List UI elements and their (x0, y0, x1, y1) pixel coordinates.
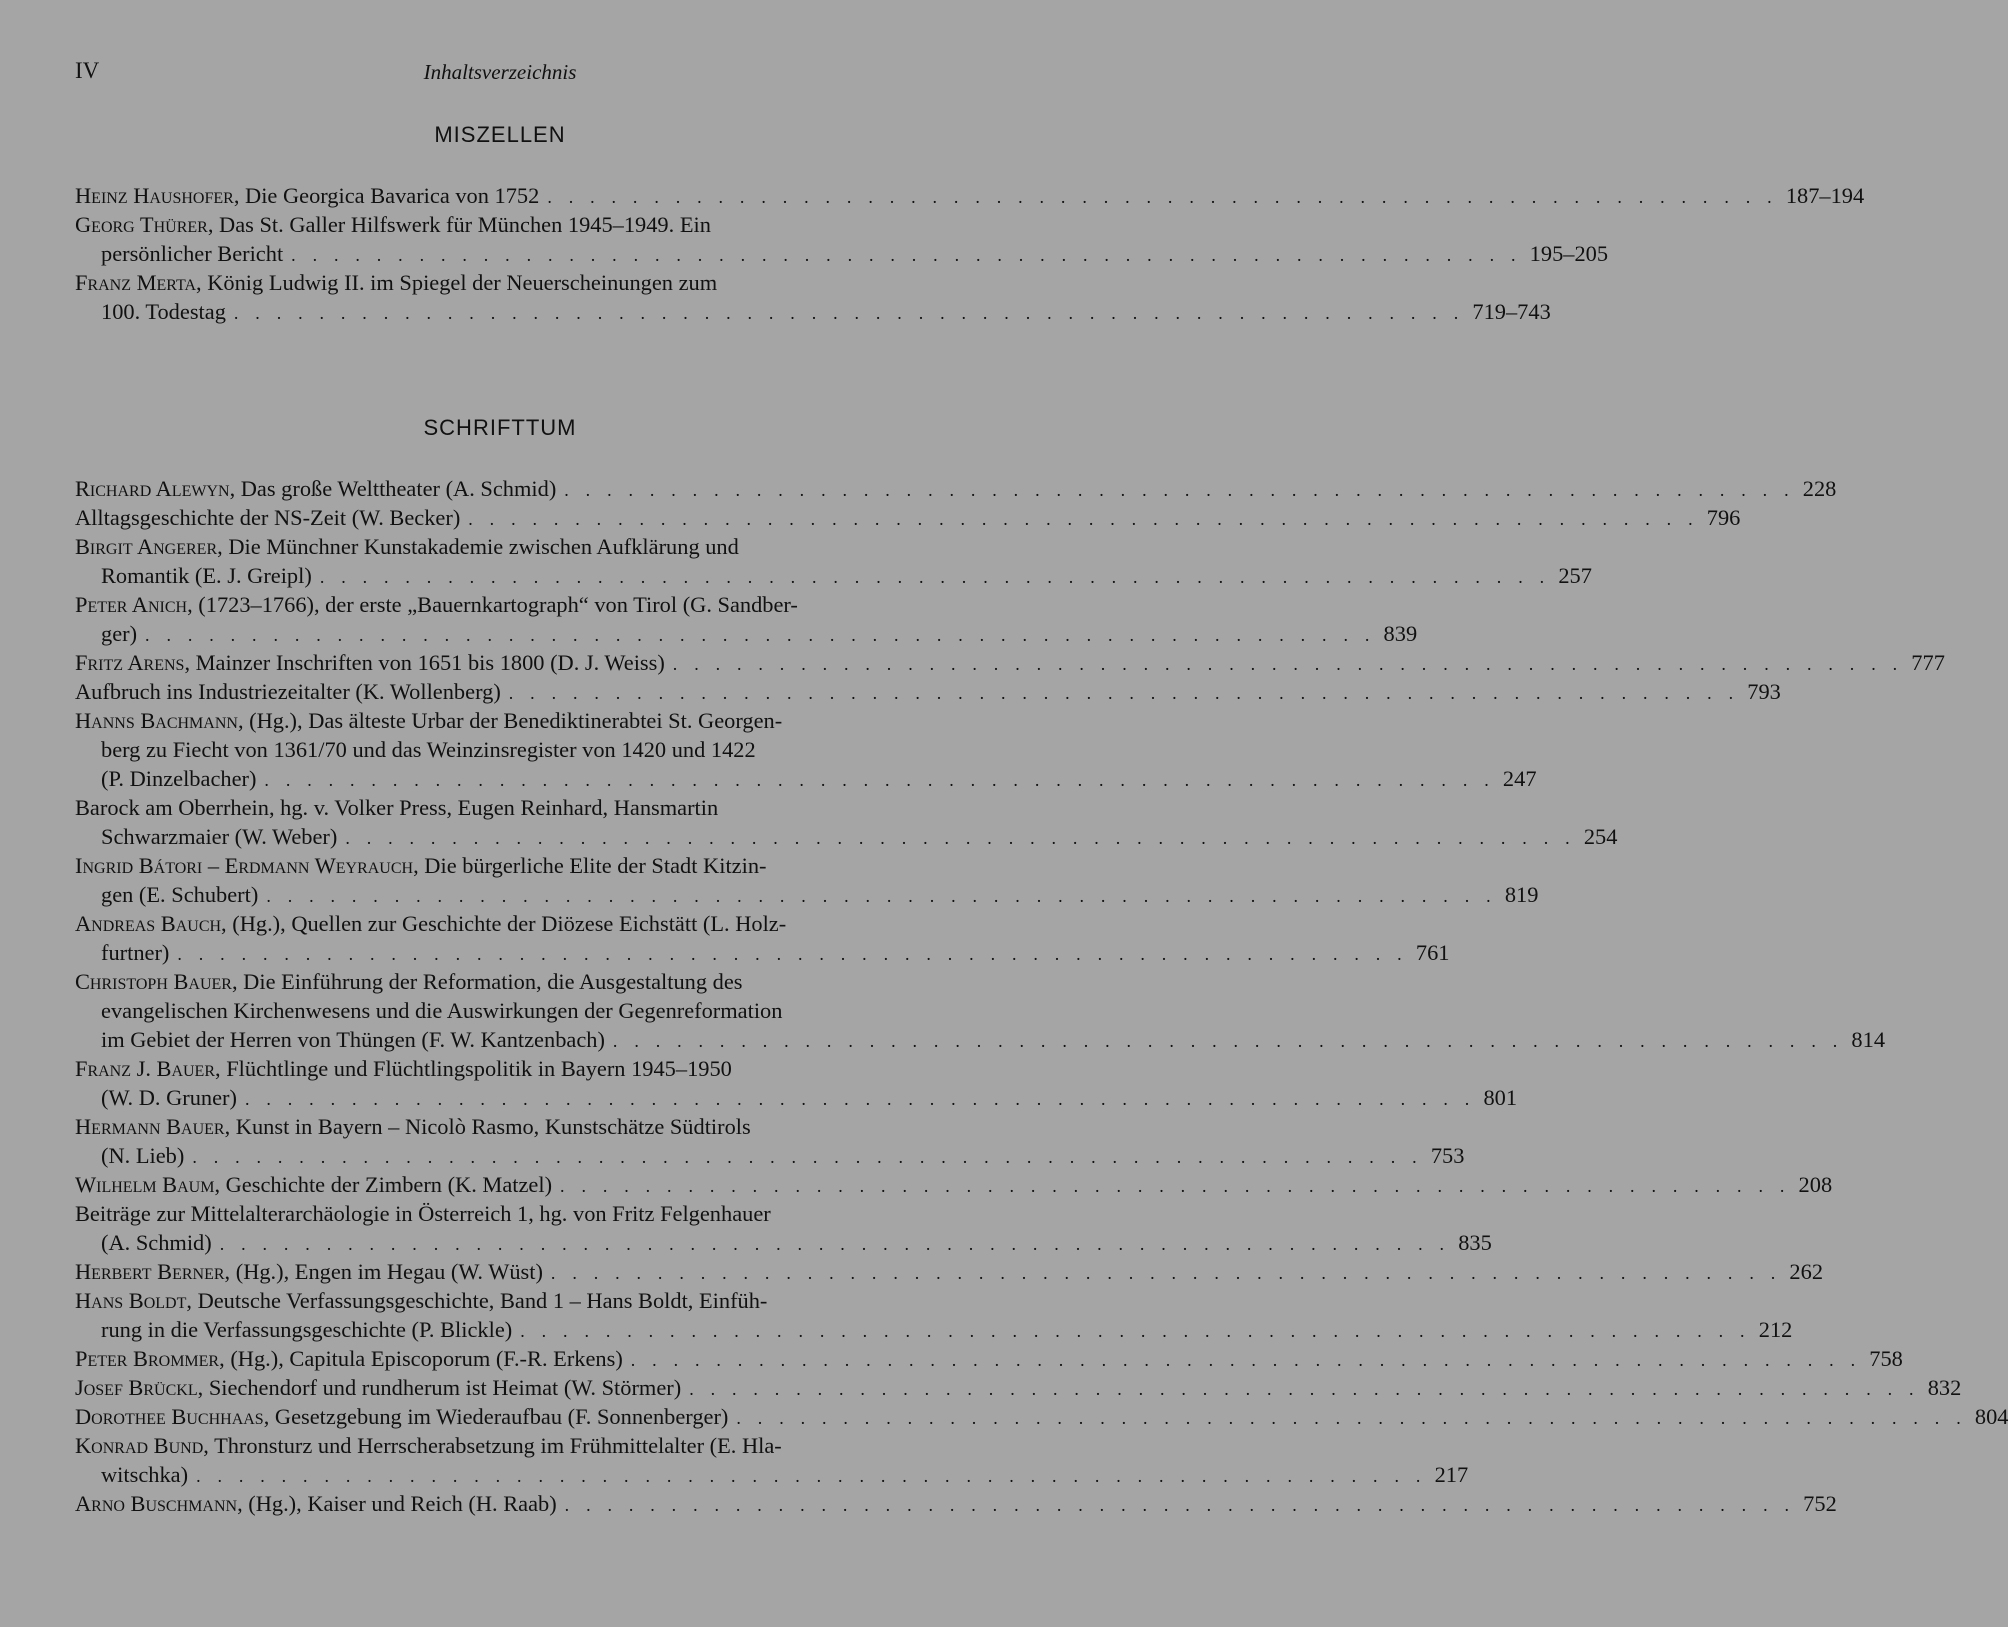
entry-author: Arno Buschmann (75, 1491, 238, 1516)
entry-line (75, 880, 1539, 909)
entry-text-line: Birgit Angerer, Die Münchner Kunstakademie zwischen Aufklärung und (75, 534, 739, 559)
entry-line (75, 1460, 1469, 1489)
entry-title-text: Flüchtlinge und Flüchtlingspolitik in Bayern 1945–1950 (226, 1056, 732, 1081)
entry-page-range: 839 (1383, 621, 1418, 646)
entry-title-text: (1723–1766), der erste „Bauernkartograph“ von Tirol (G. Sandber- (198, 592, 798, 617)
toc-entry (75, 1170, 1833, 1199)
entry-line (75, 239, 1609, 268)
entry-page-range: 819 (1504, 882, 1539, 907)
dot-leader: . . . . . . . . . . . . . . . . . . . . . . . . . . . . . . . . . . . . . . . . . . . . . . . . . . . . . . . . . . (564, 480, 1795, 500)
dot-leader: . . . . . . . . . . . . . . . . . . . . . . . . . . . . . . . . . . . . . . . . . . . . . . . . . . . . . . . . . . (264, 770, 1495, 790)
dot-leader: . . . . . . . . . . . . . . . . . . . . . . . . . . . . . . . . . . . . . . . . . . . . . . . . . . . . . . . . . . (612, 1031, 1844, 1051)
entry-line (75, 532, 941, 561)
entry-title-text: Die bürgerliche Elite der Stadt Kitzin- (424, 853, 767, 878)
entry-text-line: Andreas Bauch, (Hg.), Quellen zur Geschichte der Diözese Eichstätt (L. Holz- (75, 911, 787, 936)
dot-leader: . . . . . . . . . . . . . . . . . . . . . . . . . . . . . . . . . . . . . . . . . . . . . . . . . . . . . . . . . . (560, 1176, 1791, 1196)
entry-page-range: 212 (1758, 1317, 1793, 1342)
entry-author: Josef Brückl (75, 1375, 198, 1400)
entry-text-line: Hans Boldt, Deutsche Verfassungsgeschichte, Band 1 – Hans Boldt, Einfüh- (75, 1288, 768, 1313)
toc-entry (75, 706, 1537, 793)
dot-leader: . . . . . . . . . . . . . . . . . . . . . . . . . . . . . . . . . . . . . . . . . . . . . . . . . . . . . . . . . . (345, 828, 1576, 848)
entry-title-text: Gesetzgebung im Wiederaufbau (F. Sonnenberger) (274, 1404, 729, 1429)
entry-line (75, 706, 941, 735)
entry-page-range: 758 (1869, 1346, 1903, 1371)
entry-title-text: persönlicher Bericht (101, 241, 284, 266)
entry-title-text: Beiträge zur Mittelalterarchäologie in Österreich 1, hg. von Fritz Felgenhauer (75, 1201, 771, 1226)
entry-line (75, 1199, 941, 1228)
entry-line (75, 210, 941, 239)
entry-text-line: Heinz Haushofer, Die Georgica Bavarica von 1752 (75, 183, 540, 208)
entry-title-text: (A. Schmid) (101, 1230, 212, 1255)
entry-page-range: 262 (1789, 1259, 1824, 1284)
entry-line (75, 822, 1618, 851)
entry-text-line: Josef Brückl, Siechendorf und rundherum ist Heimat (W. Störmer) (75, 1375, 682, 1400)
entry-author: Peter Anich (75, 592, 188, 617)
entry-author: Wilhelm Baum (75, 1172, 215, 1197)
entry-title-text: (Hg.), Quellen zur Geschichte der Diözese Eichstätt (L. Holz- (232, 911, 787, 936)
toc-entry (75, 1344, 1903, 1373)
entry-page-range: 753 (1430, 1143, 1465, 1168)
entry-text-line (101, 822, 337, 851)
entry-line (75, 1489, 1837, 1518)
entry-title-text: Aufbruch ins Industriezeitalter (K. Wollenberg) (75, 679, 501, 704)
entry-line (75, 1286, 941, 1315)
entry-line (75, 938, 1450, 967)
entry-text-line: Fritz Arens, Mainzer Inschriften von 1651 bis 1800 (D. J. Weiss) (75, 650, 665, 675)
dot-leader: . . . . . . . . . . . . . . . . . . . . . . . . . . . . . . . . . . . . . . . . . . . . . . . . . . . . . . . . . . (244, 1089, 1476, 1109)
entry-line (75, 474, 1837, 503)
entry-line (75, 590, 941, 619)
entry-page-range: 796 (1706, 505, 1741, 530)
entry-title-text: 100. Todestag (101, 299, 226, 324)
entry-author: Franz Merta (75, 270, 197, 295)
entry-author: Ingrid Bátori – Erdmann Weyrauch (75, 853, 414, 878)
dot-leader: . . . . . . . . . . . . . . . . . . . . . . . . . . . . . . . . . . . . . . . . . . . . . . . . . . . . . . . . . . (508, 683, 1740, 703)
entry-title-text: Thronsturz und Herrscherabsetzung im Frühmittelalter (E. Hla- (214, 1433, 782, 1458)
entry-text-line (101, 880, 258, 909)
entry-page-range: 187–194 (1785, 183, 1865, 208)
section-title-miszellen: MISZELLEN (434, 122, 566, 147)
toc-entry (75, 967, 1886, 1054)
entry-line (75, 851, 941, 880)
entry-text-line: Richard Alewyn, Das große Welttheater (A. Schmid) (75, 476, 557, 501)
dot-leader: . . . . . . . . . . . . . . . . . . . . . . . . . . . . . . . . . . . . . . . . . . . . . . . . . . . . . . . . . . (468, 509, 1699, 529)
entry-text-line (101, 297, 226, 326)
dot-leader: . . . . . . . . . . . . . . . . . . . . . . . . . . . . . . . . . . . . . . . . . . . . . . . . . . . . . . . . . . (219, 1234, 1451, 1254)
toc-entry (75, 1373, 1962, 1402)
toc-entry (75, 1286, 1793, 1344)
entry-page-range: 195–205 (1529, 241, 1609, 266)
entry-title-text: furtner) (101, 940, 170, 965)
entry-page-range: 801 (1483, 1085, 1518, 1110)
entry-author: Herbert Berner (75, 1259, 225, 1284)
entry-author: Richard Alewyn (75, 476, 230, 501)
entry-author: Konrad Bund (75, 1433, 204, 1458)
toc-entry (75, 1199, 1492, 1257)
entry-line (75, 996, 941, 1025)
entry-title-text: Romantik (E. J. Greipl) (101, 563, 312, 588)
entry-author: Andreas Bauch (75, 911, 222, 936)
entry-page-range: 217 (1434, 1462, 1469, 1487)
entry-text-line: Franz Merta, König Ludwig II. im Spiegel der Neuerscheinungen zum (75, 270, 718, 295)
entry-line (75, 909, 941, 938)
dot-leader: . . . . . . . . . . . . . . . . . . . . . . . . . . . . . . . . . . . . . . . . . . . . . . . . . . . . . . . . . . (689, 1379, 1920, 1399)
entry-author: Hermann Bauer (75, 1114, 225, 1139)
entry-page-range: 257 (1558, 563, 1592, 588)
dot-leader: . . . . . . . . . . . . . . . . . . . . . . . . . . . . . . . . . . . . . . . . . . . . . . . . . . . . . . . . . . (266, 886, 1497, 906)
entry-text-line (101, 1141, 184, 1170)
entry-line (75, 648, 1945, 677)
entry-text-line (101, 938, 169, 967)
entry-title-text: witschka) (101, 1462, 189, 1487)
toc-entry (75, 181, 1865, 210)
entry-text-line: Franz J. Bauer, Flüchtlinge und Flüchtlingspolitik in Bayern 1945–1950 (75, 1056, 732, 1081)
entry-line (75, 967, 941, 996)
toc-entry (75, 1431, 1469, 1489)
entry-author: Peter Brommer (75, 1346, 220, 1371)
entry-text-line (101, 764, 256, 793)
entry-text-line: Christoph Bauer, Die Einführung der Reformation, die Ausgestaltung des (75, 969, 743, 994)
entry-text-line: Hermann Bauer, Kunst in Bayern – Nicolò Rasmo, Kunstschätze Südtirols (75, 1114, 751, 1139)
toc-entry (75, 1257, 1824, 1286)
entry-text-line: Dorothee Buchhaas, Gesetzgebung im Wiederaufbau (F. Sonnenberger) (75, 1404, 729, 1429)
dot-leader: . . . . . . . . . . . . . . . . . . . . . . . . . . . . . . . . . . . . . . . . . . . . . . . . . . . . . . . . . . (547, 187, 1778, 207)
entry-title-text: rung in die Verfassungsgeschichte (P. Blickle) (101, 1317, 513, 1342)
entry-text-line (101, 737, 756, 762)
entry-page-range: 832 (1927, 1375, 1962, 1400)
schrifttum-entries (75, 474, 2008, 1518)
toc-entry (75, 1489, 1837, 1518)
entry-line (75, 1257, 1824, 1286)
entry-text-line: Georg Thürer, Das St. Galler Hilfswerk für München 1945–1949. Ein (75, 212, 711, 237)
entry-text-line: Wilhelm Baum, Geschichte der Zimbern (K. Matzel) (75, 1172, 553, 1197)
entry-line (75, 1373, 1962, 1402)
entry-page-range: 208 (1798, 1172, 1833, 1197)
miszellen-entries (75, 181, 1865, 326)
entry-text-line: Peter Brommer, (Hg.), Capitula Episcoporum (F.-R. Erkens) (75, 1346, 623, 1371)
entry-text-line (75, 503, 460, 532)
entry-title-text: Kunst in Bayern – Nicolò Rasmo, Kunstschätze Südtirols (235, 1114, 751, 1139)
section-title-schrifttum: SCHRIFTTUM (423, 415, 577, 440)
entry-text-line: Konrad Bund, Thronsturz und Herrscherabsetzung im Frühmittelalter (E. Hla- (75, 1433, 782, 1458)
page-number: IV (75, 58, 100, 83)
entry-line (75, 1315, 1793, 1344)
toc-entry (75, 268, 1551, 326)
entry-title-text: Deutsche Verfassungsgeschichte, Band 1 – Hans Boldt, Einfüh- (197, 1288, 768, 1313)
entry-page-range: 777 (1911, 650, 1945, 675)
entry-page-range: 254 (1583, 824, 1618, 849)
entry-author: Birgit Angerer (75, 534, 218, 559)
toc-entry (75, 1054, 1518, 1112)
entry-text-line (101, 1460, 188, 1489)
entry-title-text: König Ludwig II. im Spiegel der Neuerscheinungen zum (207, 270, 718, 295)
entry-line (75, 735, 941, 764)
dot-leader: . . . . . . . . . . . . . . . . . . . . . . . . . . . . . . . . . . . . . . . . . . . . . . . . . . . . . . . . . . (196, 1466, 1427, 1486)
dot-leader: . . . . . . . . . . . . . . . . . . . . . . . . . . . . . . . . . . . . . . . . . . . . . . . . . . . . . . . . . . (736, 1408, 1967, 1428)
dot-leader: . . . . . . . . . . . . . . . . . . . . . . . . . . . . . . . . . . . . . . . . . . . . . . . . . . . . . . . . . . (564, 1495, 1796, 1515)
toc-entry (75, 590, 1418, 648)
entry-line (75, 1228, 1492, 1257)
entry-author: Hanns Bachmann (75, 708, 238, 733)
entry-title-text: im Gebiet der Herren von Thüngen (F. W. Kantzenbach) (101, 1027, 605, 1052)
toc-entry (75, 677, 1781, 706)
entry-title-text: Alltagsgeschichte der NS-Zeit (W. Becker) (75, 505, 461, 530)
dot-leader: . . . . . . . . . . . . . . . . . . . . . . . . . . . . . . . . . . . . . . . . . . . . . . . . . . . . . . . . . . (672, 654, 1904, 674)
entry-line (75, 619, 1418, 648)
entry-title-text: (N. Lieb) (101, 1143, 185, 1168)
entry-title-text: (W. D. Gruner) (101, 1085, 237, 1110)
entry-page-range: 835 (1458, 1230, 1492, 1255)
entry-line (75, 1025, 1886, 1054)
entry-text-line (75, 795, 718, 820)
entry-line (75, 181, 1865, 210)
entry-page-range: 752 (1803, 1491, 1837, 1516)
toc-entry (75, 532, 1592, 590)
dot-leader: . . . . . . . . . . . . . . . . . . . . . . . . . . . . . . . . . . . . . . . . . . . . . . . . . . . . . . . . . . (192, 1147, 1423, 1167)
entry-line (75, 1112, 941, 1141)
entry-text-line (101, 1315, 512, 1344)
entry-text-line (75, 677, 501, 706)
entry-text-line (101, 998, 782, 1023)
entry-title-text: Geschichte der Zimbern (K. Matzel) (225, 1172, 553, 1197)
entry-title-text: Die Georgica Bavarica von 1752 (245, 183, 540, 208)
dot-leader: . . . . . . . . . . . . . . . . . . . . . . . . . . . . . . . . . . . . . . . . . . . . . . . . . . . . . . . . . . (550, 1263, 1782, 1283)
page-header (75, 58, 925, 92)
entry-page-range: 719–743 (1472, 299, 1551, 324)
entry-line (75, 1083, 1518, 1112)
entry-title-text: berg zu Fiecht von 1361/70 und das Weinzinsregister von 1420 und 1422 (101, 737, 756, 762)
entry-title-text: (Hg.), Engen im Hegau (W. Wüst) (235, 1259, 543, 1284)
entry-text-line (101, 619, 137, 648)
dot-leader: . . . . . . . . . . . . . . . . . . . . . . . . . . . . . . . . . . . . . . . . . . . . . . . . . . . . . . . . . . (520, 1321, 1751, 1341)
entry-title-text: Das große Welttheater (A. Schmid) (240, 476, 557, 501)
entry-text-line (75, 1201, 771, 1226)
entry-text-line: Peter Anich, (1723–1766), der erste „Bauernkartograph“ von Tirol (G. Sandber- (75, 592, 798, 617)
entry-page-range: 804 (1974, 1404, 2008, 1429)
dot-leader: . . . . . . . . . . . . . . . . . . . . . . . . . . . . . . . . . . . . . . . . . . . . . . . . . . . . . . . . . . (233, 303, 1465, 323)
entry-line (75, 1402, 2008, 1431)
entry-author: Franz J. Bauer (75, 1056, 216, 1081)
entry-line (75, 1170, 1833, 1199)
entry-title-text: (P. Dinzelbacher) (101, 766, 257, 791)
entry-author: Hans Boldt (75, 1288, 187, 1313)
entry-line (75, 764, 1537, 793)
entry-page-range: 247 (1502, 766, 1537, 791)
entry-page-range: 761 (1415, 940, 1450, 965)
entry-line (75, 1054, 941, 1083)
entry-text-line (101, 561, 312, 590)
entry-text-line: Hanns Bachmann, (Hg.), Das älteste Urbar der Benediktinerabtei St. Georgen- (75, 708, 783, 733)
entry-page-range: 814 (1851, 1027, 1886, 1052)
entry-line (75, 1344, 1903, 1373)
entry-line (75, 1431, 941, 1460)
entry-author: Georg Thürer (75, 212, 208, 237)
entry-text-line: Ingrid Bátori – Erdmann Weyrauch, Die bürgerliche Elite der Stadt Kitzin- (75, 853, 767, 878)
entry-text-line: Herbert Berner, (Hg.), Engen im Hegau (W. Wüst) (75, 1259, 543, 1284)
entry-title-text: Die Münchner Kunstakademie zwischen Aufklärung und (228, 534, 739, 559)
toc-entry (75, 210, 1609, 268)
dot-leader: . . . . . . . . . . . . . . . . . . . . . . . . . . . . . . . . . . . . . . . . . . . . . . . . . . . . . . . . . . (291, 245, 1522, 265)
entry-author: Heinz Haushofer (75, 183, 234, 208)
entry-title-text: Siechendorf und rundherum ist Heimat (W. Störmer) (208, 1375, 682, 1400)
entry-author: Dorothee Buchhaas (75, 1404, 264, 1429)
toc-entry (75, 503, 1741, 532)
entry-title-text: (Hg.), Kaiser und Reich (H. Raab) (248, 1491, 557, 1516)
entry-text-line (101, 1025, 605, 1054)
toc-entry (75, 1402, 2008, 1431)
toc-entry (75, 851, 1539, 909)
entry-text-line: Arno Buschmann, (Hg.), Kaiser und Reich (H. Raab) (75, 1491, 557, 1516)
toc-entry (75, 909, 1450, 967)
entry-author: Fritz Arens (75, 650, 185, 675)
entry-line (75, 677, 1781, 706)
entry-line (75, 1141, 1465, 1170)
entry-title-text: Das St. Galler Hilfswerk für München 1945–1949. Ein (219, 212, 711, 237)
entry-line (75, 793, 941, 822)
entry-title-text: Barock am Oberrhein, hg. v. Volker Press, Eugen Reinhard, Hansmartin (75, 795, 719, 820)
running-title: Inhaltsverzeichnis (423, 60, 577, 84)
dot-leader: . . . . . . . . . . . . . . . . . . . . . . . . . . . . . . . . . . . . . . . . . . . . . . . . . . . . . . . . . . (319, 567, 1551, 587)
entry-author: Christoph Bauer (75, 969, 232, 994)
dot-leader: . . . . . . . . . . . . . . . . . . . . . . . . . . . . . . . . . . . . . . . . . . . . . . . . . . . . . . . . . . (177, 944, 1408, 964)
entry-title-text: evangelischen Kirchenwesens und die Auswirkungen der Gegenreformation (101, 998, 783, 1023)
entry-line (75, 503, 1741, 532)
dot-leader: . . . . . . . . . . . . . . . . . . . . . . . . . . . . . . . . . . . . . . . . . . . . . . . . . . . . . . . . . . (145, 625, 1376, 645)
entry-text-line (101, 1083, 237, 1112)
entry-line (75, 297, 1551, 326)
entry-page-range: 228 (1802, 476, 1837, 501)
toc-entry (75, 793, 1618, 851)
entry-page-range: 793 (1747, 679, 1781, 704)
entry-title-text: (Hg.), Capitula Episcoporum (F.-R. Erkens) (230, 1346, 623, 1371)
dot-leader: . . . . . . . . . . . . . . . . . . . . . . . . . . . . . . . . . . . . . . . . . . . . . . . . . . . . . . . . . . (630, 1350, 1862, 1370)
toc-entry (75, 648, 1945, 677)
entry-text-line (101, 239, 283, 268)
entry-line (75, 268, 941, 297)
entry-title-text: Schwarzmaier (W. Weber) (101, 824, 338, 849)
entry-title-text: Mainzer Inschriften von 1651 bis 1800 (D. J. Weiss) (195, 650, 665, 675)
entry-title-text: ger) (101, 621, 138, 646)
toc-entry (75, 474, 1837, 503)
entry-title-text: gen (E. Schubert) (101, 882, 259, 907)
entry-title-text: Die Einführung der Reformation, die Ausgestaltung des (243, 969, 743, 994)
entry-line (75, 561, 1592, 590)
toc-entry (75, 1112, 1465, 1170)
entry-title-text: (Hg.), Das älteste Urbar der Benediktinerabtei St. Georgen- (249, 708, 783, 733)
entry-text-line (101, 1228, 212, 1257)
